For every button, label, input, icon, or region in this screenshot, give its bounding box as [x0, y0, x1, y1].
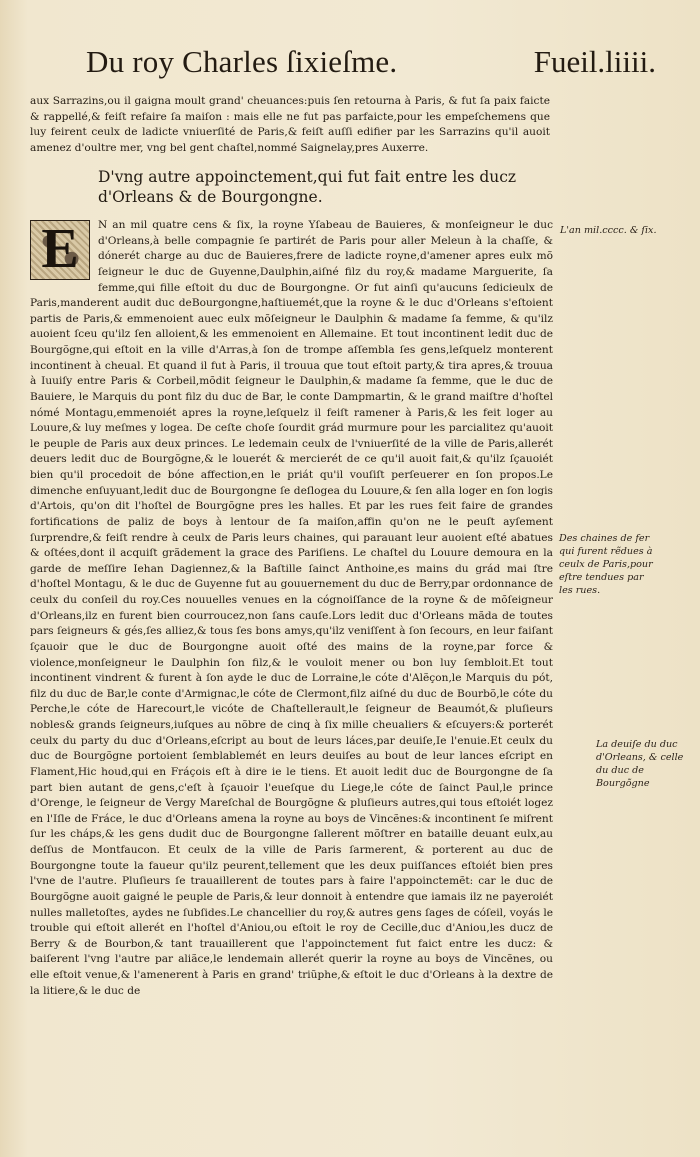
marginal-note-devices: La deuiſe du duc d'Orleans, & celle du duc de Bourgõgne	[596, 739, 684, 789]
initial-letter: E	[41, 218, 79, 280]
folio-number: Fueil.liiii.	[533, 44, 656, 79]
ornamental-initial	[30, 220, 90, 280]
marginal-note-chains: Des chaines de fer qui furent rẽdues à ceulx de Paris,pour eſtre tendues par les rues.	[559, 533, 653, 596]
chapter-body	[30, 218, 553, 999]
marginal-note-date: L'an mil.cccc. & ſix.	[560, 225, 657, 236]
running-header	[86, 44, 656, 84]
running-title: Du roy Charles ſixieſme.	[86, 44, 398, 79]
chapter-heading: D'vng autre appoinctement,qui fut fait entre les ducz d'Orleans & de Bourgongne.	[98, 168, 517, 206]
intro-paragraph: aux Sarrazins,ou il gaigna moult grand' cheuances:puis ſen retourna à Paris, & fut ſa paix faicte & rappellé,& feiſt refaire ſa maiſon : mais elle ne fut pas parfaicte,pour les empeſchemens que luy feirent ceulx de ladicte vniuerſité de Paris,& feiſt auſſi edifier par les Sarrazins qu'il auoit amenez d'oultre mer, vng bel gent chaſtel,nommé Saignelay,pres Auxerre.	[30, 95, 550, 154]
body-paragraph: N an mil quatre cens & ſix, la royne Yſabeau de Bauieres, & monſeigneur le duc d'Orleans,à belle compagnie ſe partirét de Paris pour aller Meleun à la chaſſe, & dónerét charge au duc de Bauieres,frere de ladicte royne,d'amener apres eulx mõ ſeigneur le duc de Guyenne,Daulphin,aiſné filz du roy,& madame Marguerite, ſa femme,qui fille eſtoit du duc de Bourgongne. Or fut ainſi qu'aucuns ſedicieulx de Paris,manderent audit duc deBourgongne,haſtiuemét,que la royne & le duc d'Orleans s'eſtoient partis de Paris,& emmenoient auec eulx mõſeigneur le Daulphin & madame ſa femme, & qu'ilz auoient ſceu qu'ilz ſen alloient,& les emmenoient en Allemaine. Et tout incontinent ledit duc de Bourgõgne,qui eſtoit en la ville d'Arras,à ſon de trompe aſſembla ſes gens,leſquelz monterent incontinent à cheual. Et quand il fut à Paris, il trouua que tout eſtoit party,& tira apres,& trouua à Iuuiſy entre Paris & Corbeil,mõdit ſeigneur le Daulphin,& madame ſa femme, que le duc de Bauiere, le Marquis du pont filz du duc de Bar, le conte Dampmartin, & le grand maiſtre d'hoſtel nómé Montagu,emmenoiét apres la royne,leſquelz il feiſt ramener à Paris,& les feit loger au Louure,& luy meſmes y logea. De ceſte choſe ſourdit grád murmure pour les parcialitez qu'auoit le peuple de Paris aux deux princes. Le ledemain ceulx de l'vniuerſité de la ville de Paris,allerét deuers ledit duc de Bourgõgne,& le louerét & mercierét de ce qu'il auoit fait,& qu'ilz ſçauoiét bien qu'il procedoit de bóne affection,en le priát qu'il vouſiſt perſeuerer en ſon propos.Le dimenche enſuyuant,ledit duc de Bourgongne ſe deſlogea du Louure,& ſen alla loger en ſon logis d'Artois, qu'on dit l'hoſtel de Bourgõgne pres les halles. Et par les rues feit faire de grandes fortifications de paliz de boys à lentour de ſa maiſon,affin qu'on ne le peuſt ayſement ſurprendre,& feiſt rendre à ceulx de Paris leurs chaines, qui parauant leur auoient eſté abatues & oſtées,dont il acquiſt grãdement la grace des Pariſiens. Le chaſtel du Louure demoura en la garde de meſſire Iehan Dagiennez,& la Baſtille ſainct Anthoine,es mains du grád mai ſtre d'hoſtel Montagu, & le duc de Guyenne fut au gouuernement du duc de Berry,par ordonnance de ceulx du conſeil du roy.Ces nouuelles venues en la cógnoiſſance de la royne & de mõſeigneur d'Orleans,ilz en furent bien courroucez,non ſans cauſe.Lors ledit duc d'Orleans mãda de toutes pars ſeigneurs & gés,ſes alliez,& tous ſes bons amys,qu'ilz veniſſent à ſon ſecours, en leur faiſant ſçauoir que le duc de Bourgongne auoit oſté des mains de la royne,par force & violence,monſeigneur le Daulphin ſon filz,& le vouloit mener ou bon luy ſembloit.Et tout incontinent vindrent & furent à ſon ayde le duc de Lorraine,le cóte d'Alẽçon,le Marquis du pót, filz du duc de Bar,le conte d'Armignac,le cóte de Clermont,filz aiſné du duc de Bourbõ,le cóte du Perche,le cóte de Harecourt,le vicóte de Chaſtellerault,le ſeigneur de Beaumót,& pluſieurs nobles& grands ſeigneurs,iuſques au nõbre de cinq à ſix mille cheualiers & eſcuyers:& porterét ceulx du party du duc d'Orleans,eſcript au bout de leurs láces,par deuiſe,Ie l'enuie.Et ceulx du duc de Bourgõgne portoient ſemblablemét en leurs deuiſes au bout de leur lances eſcript en Flament,Hic houd,qui en Fráçois eſt à dire ie le tiens. Et auoit ledit duc de Bourgongne de ſa part bien autant de gens,c'eſt à ſçauoir l'eueſque du Liege,le cóte de ſainct Paul,le prince d'Orenge, le ſeigneur de Vergy Mareſchal de Bourgõgne & pluſieurs autres,qui tous eſtoiét logez en l'Iſle de Fráce, le duc d'Orleans amena la royne au boys de Vincẽnes:& incontinent ſe miſrent ſur les cháps,& les gens dudit duc de Bourgongne ſallerent mõſtrer en bataille deuant eulx,au deſſus de Montfaucon. Et ceulx de la ville de Paris ſarmerent, & porterent au duc de Bourgongne toute la faueur qu'ilz peurent,tellement que les deux puiſſances eſtoiét bien pres l'vne de l'autre. Pluſieurs ſe trauaillerent de toutes pars à faire l'appoinctemẽt: car le duc de Bourgõgne auoit gaigné le peuple de Paris,& leur donnoit à entendre que iamais ilz ne payeroiét nulles malletoſtes, aydes ne ſubſides.Le chancellier du roy,& autres gens ſages de cóſeil, voyás le trouble qui eſtoit allerét en l'hoſtel d'Aniou,ou eſtoit le roy de Cecille,duc d'Aniou,les ducz de Berry & de Bourbon,& tant trauaillerent que l'appoinctement fut faict entre les ducz: & baiſerent l'vng l'autre par aliãce,le lendemain allerét querir la royne au boys de Vincẽnes, ou elle eſtoit venue,& l'amenerent à Paris en grand' triũphe,& eſtoit le duc d'Orleans à la dextre de la litiere,& le duc de	[30, 219, 553, 997]
